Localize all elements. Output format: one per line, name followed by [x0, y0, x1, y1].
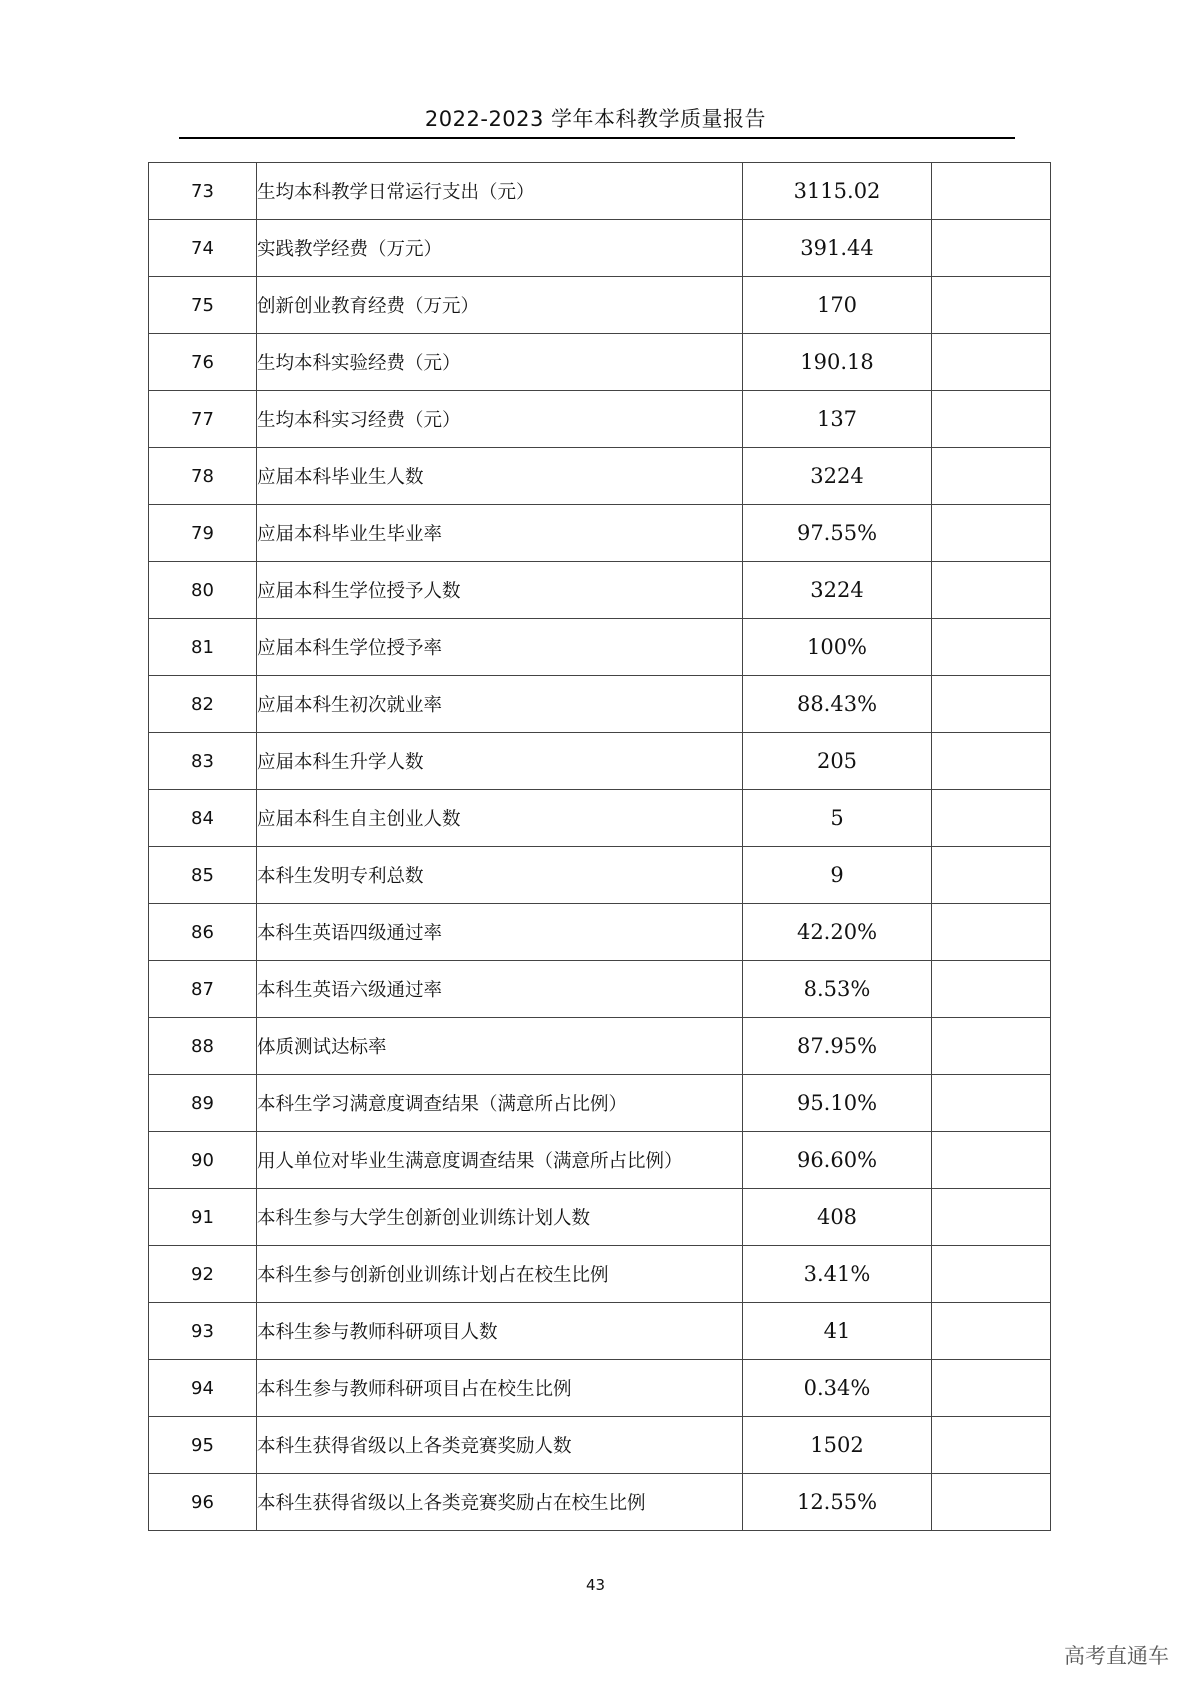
row-note [932, 961, 1051, 1018]
row-item-label: 应届本科毕业生毕业率 [257, 505, 743, 562]
row-note [932, 733, 1051, 790]
row-value: 137 [743, 391, 932, 448]
row-note [932, 334, 1051, 391]
row-item-label: 应届本科生学位授予人数 [257, 562, 743, 619]
table-row [149, 334, 1051, 391]
row-number: 93 [149, 1303, 257, 1360]
row-item-label: 本科生参与教师科研项目占在校生比例 [257, 1360, 743, 1417]
row-item-label: 生均本科实验经费（元） [257, 334, 743, 391]
row-note [932, 1075, 1051, 1132]
table-row [149, 790, 1051, 847]
row-value: 3224 [743, 562, 932, 619]
row-value: 3224 [743, 448, 932, 505]
table-row [149, 1474, 1051, 1531]
row-note [932, 448, 1051, 505]
statistics-table [148, 162, 1051, 1531]
row-note [932, 1189, 1051, 1246]
row-item-label: 应届本科生自主创业人数 [257, 790, 743, 847]
table-row [149, 1417, 1051, 1474]
row-note [932, 1303, 1051, 1360]
row-number: 82 [149, 676, 257, 733]
row-note [932, 277, 1051, 334]
row-number: 84 [149, 790, 257, 847]
page-header-title: 2022-2023 学年本科教学质量报告 [424, 107, 767, 131]
row-number: 87 [149, 961, 257, 1018]
row-note [932, 1132, 1051, 1189]
table-row [149, 391, 1051, 448]
row-note [932, 1360, 1051, 1417]
row-note [932, 220, 1051, 277]
table-row [149, 220, 1051, 277]
row-item-label: 应届本科生学位授予率 [257, 619, 743, 676]
table-row [149, 1132, 1051, 1189]
table-body [149, 163, 1051, 1531]
row-item-label: 本科生学习满意度调查结果（满意所占比例） [257, 1075, 743, 1132]
row-value: 9 [743, 847, 932, 904]
row-item-label: 应届本科生初次就业率 [257, 676, 743, 733]
row-number: 96 [149, 1474, 257, 1531]
table-row [149, 904, 1051, 961]
table-row [149, 277, 1051, 334]
row-number: 86 [149, 904, 257, 961]
row-value: 100% [743, 619, 932, 676]
row-value: 8.53% [743, 961, 932, 1018]
table-row [149, 733, 1051, 790]
row-value: 87.95% [743, 1018, 932, 1075]
table-row [149, 847, 1051, 904]
table-row [149, 619, 1051, 676]
row-number: 78 [149, 448, 257, 505]
row-number: 89 [149, 1075, 257, 1132]
row-note [932, 391, 1051, 448]
row-note [932, 1246, 1051, 1303]
row-note [932, 1018, 1051, 1075]
table-row [149, 1303, 1051, 1360]
table-row [149, 961, 1051, 1018]
row-note [932, 1417, 1051, 1474]
row-note [932, 790, 1051, 847]
row-item-label: 生均本科实习经费（元） [257, 391, 743, 448]
table-row [149, 163, 1051, 220]
row-item-label: 本科生参与创新创业训练计划占在校生比例 [257, 1246, 743, 1303]
row-value: 3.41% [743, 1246, 932, 1303]
row-note [932, 1474, 1051, 1531]
row-item-label: 本科生参与教师科研项目人数 [257, 1303, 743, 1360]
row-number: 76 [149, 334, 257, 391]
row-number: 90 [149, 1132, 257, 1189]
row-value: 408 [743, 1189, 932, 1246]
table-row [149, 448, 1051, 505]
row-note [932, 505, 1051, 562]
row-value: 190.18 [743, 334, 932, 391]
row-value: 88.43% [743, 676, 932, 733]
row-item-label: 本科生获得省级以上各类竞赛奖励人数 [257, 1417, 743, 1474]
row-number: 88 [149, 1018, 257, 1075]
row-number: 92 [149, 1246, 257, 1303]
row-number: 94 [149, 1360, 257, 1417]
row-value: 95.10% [743, 1075, 932, 1132]
row-note [932, 904, 1051, 961]
row-value: 170 [743, 277, 932, 334]
row-note [932, 619, 1051, 676]
row-value: 41 [743, 1303, 932, 1360]
row-item-label: 本科生发明专利总数 [257, 847, 743, 904]
row-number: 81 [149, 619, 257, 676]
row-item-label: 本科生参与大学生创新创业训练计划人数 [257, 1189, 743, 1246]
table-row [149, 1360, 1051, 1417]
row-number: 75 [149, 277, 257, 334]
row-item-label: 用人单位对毕业生满意度调查结果（满意所占比例） [257, 1132, 743, 1189]
row-value: 96.60% [743, 1132, 932, 1189]
row-value: 1502 [743, 1417, 932, 1474]
row-number: 83 [149, 733, 257, 790]
row-item-label: 应届本科毕业生人数 [257, 448, 743, 505]
row-item-label: 应届本科生升学人数 [257, 733, 743, 790]
table-row [149, 676, 1051, 733]
row-number: 74 [149, 220, 257, 277]
row-value: 0.34% [743, 1360, 932, 1417]
row-number: 85 [149, 847, 257, 904]
row-item-label: 实践教学经费（万元） [257, 220, 743, 277]
table-row [149, 1018, 1051, 1075]
row-value: 391.44 [743, 220, 932, 277]
row-item-label: 创新创业教育经费（万元） [257, 277, 743, 334]
row-number: 91 [149, 1189, 257, 1246]
row-value: 97.55% [743, 505, 932, 562]
row-value: 205 [743, 733, 932, 790]
watermark: 高考直通车 [1064, 1644, 1169, 1668]
row-number: 95 [149, 1417, 257, 1474]
row-item-label: 生均本科教学日常运行支出（元） [257, 163, 743, 220]
row-value: 42.20% [743, 904, 932, 961]
row-note [932, 562, 1051, 619]
table-row [149, 1075, 1051, 1132]
row-item-label: 本科生获得省级以上各类竞赛奖励占在校生比例 [257, 1474, 743, 1531]
row-number: 77 [149, 391, 257, 448]
row-number: 79 [149, 505, 257, 562]
row-value: 12.55% [743, 1474, 932, 1531]
row-value: 3115.02 [743, 163, 932, 220]
row-item-label: 本科生英语六级通过率 [257, 961, 743, 1018]
page-number: 43 [585, 1576, 606, 1594]
row-item-label: 本科生英语四级通过率 [257, 904, 743, 961]
row-value: 5 [743, 790, 932, 847]
row-note [932, 163, 1051, 220]
table-row [149, 505, 1051, 562]
table-row [149, 1189, 1051, 1246]
row-number: 80 [149, 562, 257, 619]
header-divider [179, 137, 1015, 139]
row-number: 73 [149, 163, 257, 220]
row-item-label: 体质测试达标率 [257, 1018, 743, 1075]
row-note [932, 676, 1051, 733]
row-note [932, 847, 1051, 904]
table-row [149, 562, 1051, 619]
table-row [149, 1246, 1051, 1303]
